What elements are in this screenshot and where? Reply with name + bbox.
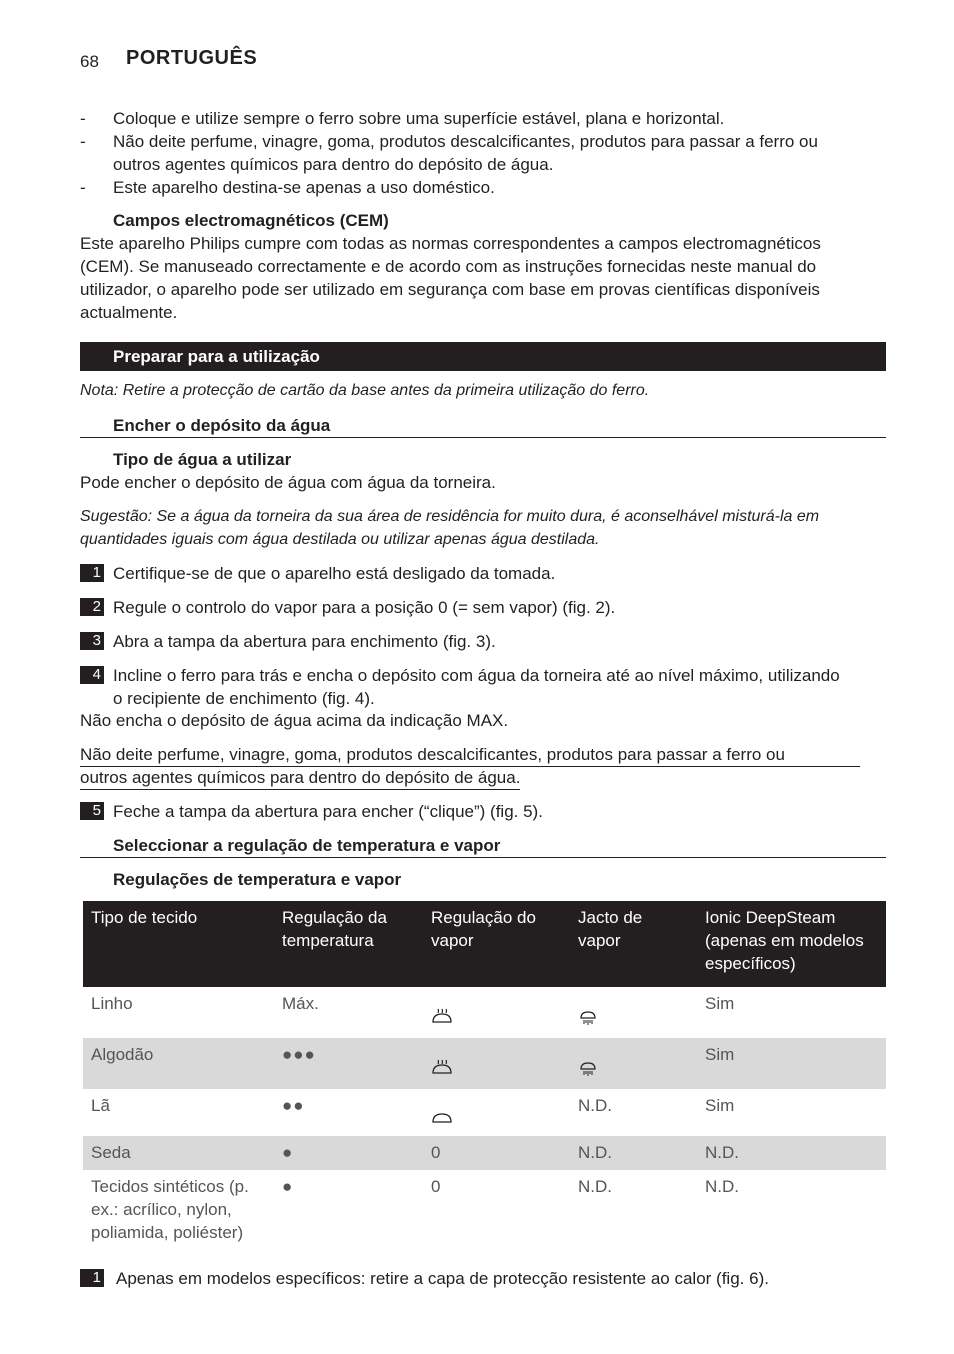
emf-heading: Campos electromagnéticos (CEM) [113, 211, 389, 230]
table-row [83, 1170, 886, 1250]
list-item: - Coloque e utilize sempre o ferro sobre uma superfície estável, plana e horizontal. [80, 109, 725, 128]
header-ionic: Ionic DeepSteam (apenas em modelos específicos) [697, 901, 886, 987]
language-title: PORTUGUÊS [126, 47, 258, 69]
settings-table [83, 901, 886, 1250]
water-type-heading: Tipo de água a utilizar [113, 450, 292, 469]
table-header-row [83, 901, 886, 987]
max-note: Não encha o depósito de água acima da indicação MAX. [80, 711, 509, 730]
page-number: 68 [80, 52, 99, 71]
note-text: Nota: Retire a protecção de cartão da base antes da primeira utilização do ferro. [80, 382, 650, 399]
cell-steam-shot [570, 1038, 697, 1089]
table-row [83, 987, 886, 1038]
cell-fabric: Algodão [83, 1038, 274, 1089]
steam-min-icon [431, 1110, 453, 1124]
header-fabric: Tipo de tecido [83, 901, 274, 987]
cell-ionic: Sim [705, 994, 735, 1013]
cell-steam-shot [570, 987, 697, 1038]
cell-steam [423, 987, 570, 1038]
cell-temperature: ●● [282, 1096, 305, 1115]
cell-temperature: Máx. [282, 994, 319, 1013]
cell-fabric: Lã [91, 1096, 110, 1115]
cell-ionic: Sim [697, 1038, 886, 1089]
header-temperature: Regulação da temperatura [274, 901, 423, 987]
table-row [83, 1089, 886, 1136]
steam-max-icon [431, 1059, 453, 1075]
warning-line-2: outros agentes químicos para dentro do depósito de água. [80, 766, 855, 790]
cell-ionic: N.D. [705, 1177, 739, 1196]
step-item: 2 Regule o controlo do vapor para a posição 0 (= sem vapor) (fig. 2). [80, 596, 886, 619]
cell-steam: 0 [431, 1177, 441, 1196]
cell-steam [423, 1089, 570, 1136]
step-item: 5 Feche a tampa da abertura para encher (“clique”) (fig. 5). [80, 800, 886, 823]
steam-shot-icon [578, 1059, 598, 1077]
step-item: 3 Abra a tampa da abertura para enchimento (fig. 3). [80, 630, 886, 653]
cell-fabric: Seda [83, 1136, 274, 1170]
list-item: - Este aparelho destina-se apenas a uso doméstico. [80, 178, 495, 197]
cell-fabric: Tecidos sintéticos (p. ex.: acrílico, nylon, poliamida, poliéster) [91, 1177, 249, 1242]
select-heading: Seleccionar a regulação de temperatura e vapor [80, 834, 886, 858]
step-item: 1 Certifique-se de que o aparelho está desligado da tomada. [80, 562, 886, 585]
step-item: 1 Apenas em modelos específicos: retire a capa de protecção resistente ao calor (fig. 6). [80, 1267, 886, 1290]
fill-heading: Encher o depósito da água [80, 414, 886, 438]
water-type-text: Pode encher o depósito de água com água da torneira. [80, 473, 496, 492]
tip-text: Sugestão: Se a água da torneira da sua área de residência for muito dura, é aconselhável misturá-la em quantidades iguais com água destilada ou utilizar apenas água destilada. [80, 508, 820, 548]
cell-temperature: ●●● [274, 1038, 423, 1089]
section-band: Preparar para a utilização [80, 342, 886, 371]
warning-line-1: Não deite perfume, vinagre, goma, produtos descalcificantes, produtos para passar a ferro ou [80, 743, 860, 767]
steam-shot-icon [578, 1008, 598, 1026]
cell-steam-shot: N.D. [578, 1177, 612, 1196]
header-steam: Regulação do vapor [423, 901, 570, 987]
cell-fabric: Linho [91, 994, 133, 1013]
header-steam-shot: Jacto de vapor [570, 901, 697, 987]
cell-ionic: Sim [705, 1096, 735, 1115]
steam-max-icon [431, 1008, 453, 1024]
emf-text: Este aparelho Philips cumpre com todas as normas correspondentes a campos electromagnéticos (CEM). Se manuseado correctamente e de acordo com as instruções fornecidas neste manual do utilizador, o aparelho pode ser utilizado em segurança com base em provas científicas disponíveis actualmente. [80, 234, 821, 322]
table-row [83, 1136, 886, 1170]
cell-steam [423, 1038, 570, 1089]
cell-temperature: ● [282, 1177, 294, 1196]
cell-steam-shot: N.D. [570, 1136, 697, 1170]
list-item: - Não deite perfume, vinagre, goma, produtos descalcificantes, produtos para passar a ferro ou outros agentes químicos para dentro do depósito de água. [80, 132, 818, 174]
cell-temperature: ● [274, 1136, 423, 1170]
table-row [83, 1038, 886, 1089]
cell-ionic: N.D. [697, 1136, 886, 1170]
step-item: 4 Incline o ferro para trás e encha o depósito com água da torneira até ao nível máximo, utilizando o recipiente de enchimento (fig. 4). [80, 664, 886, 710]
cell-steam: 0 [423, 1136, 570, 1170]
cell-steam-shot: N.D. [578, 1096, 612, 1115]
settings-heading: Regulações de temperatura e vapor [113, 870, 402, 889]
